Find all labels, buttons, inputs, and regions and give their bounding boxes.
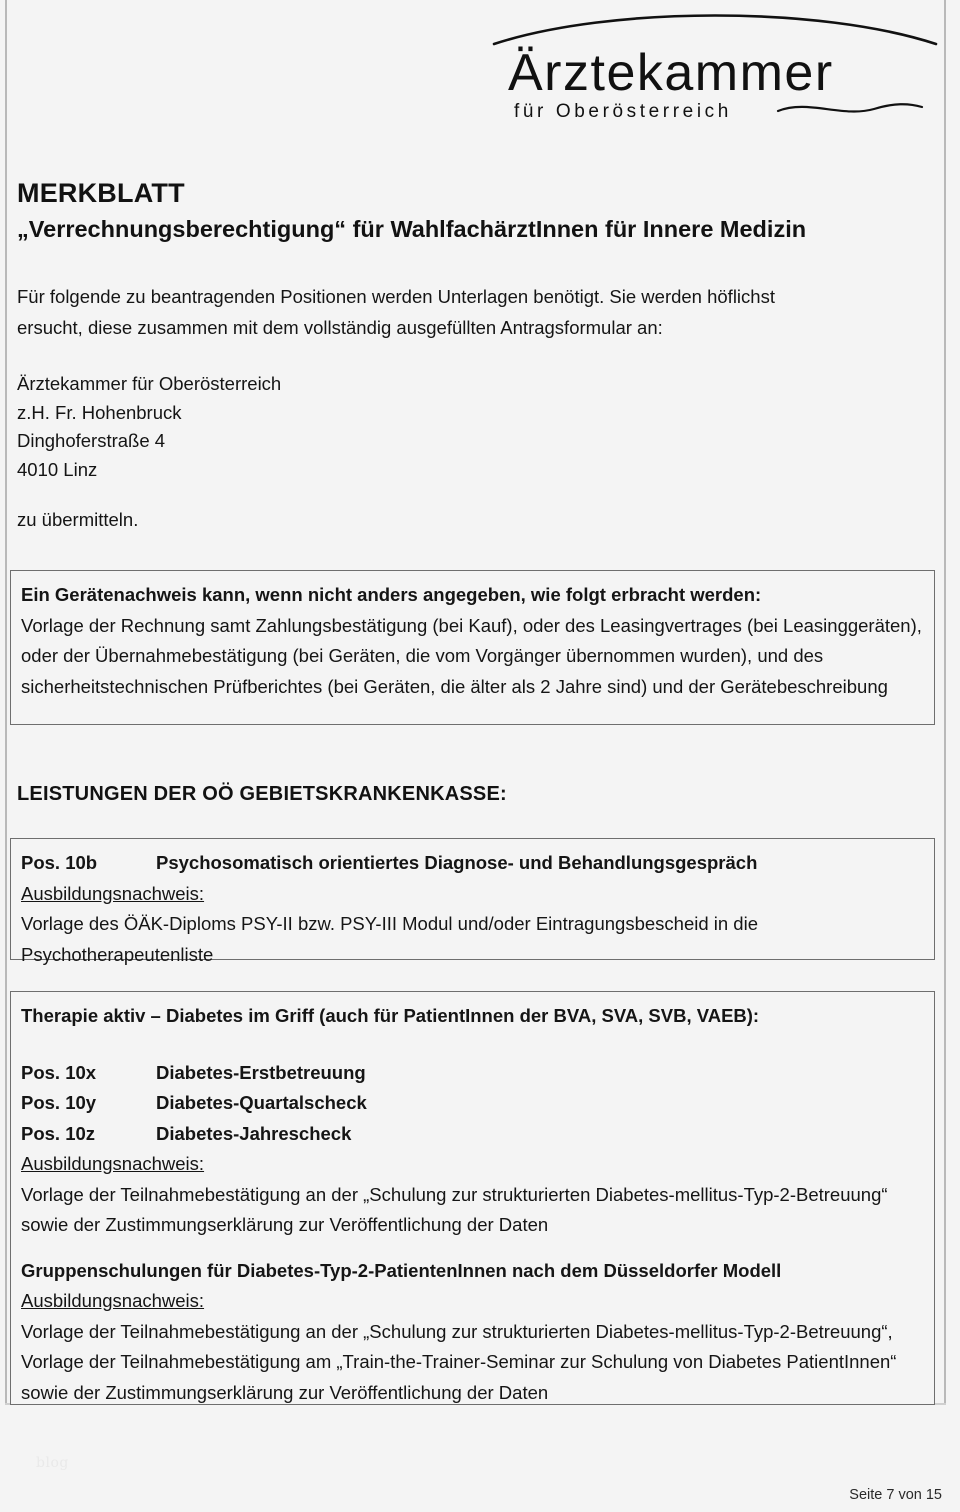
geraetenachweis-body: Vorlage der Rechnung samt Zahlungsbestätigung (bei Kauf), oder des Leasingvertrages (bei Leasinggeräten), oder der Übernahmebestätigung (bei Geräten, die vom Vorgänger übernommen wurden), und des sicherheitstechnischen Prüfberichtes (bei Geräten, die älter als 2 Jahre sind) und der Gerätebeschreibung bbox=[21, 614, 922, 697]
page-frame-left-edge bbox=[5, 0, 7, 1405]
ausbildungsnachweis-body: Vorlage der Teilnahmebestätigung an der „Schulung zur strukturierten Diabetes-mellitus-Typ-2-Betreuung“, Vorlage der Teilnahmebestätigung am „Train-the-Trainer-Seminar zur Schulung von Diabetes PatientInnen“ sowie der Zustimmungserklärung zur Veröffentlichung der Daten bbox=[21, 1320, 897, 1403]
therapie-aktiv-heading: Therapie aktiv – Diabetes im Griff (auch für PatientInnen der BVA, SVA, SVB, VAEB): bbox=[21, 1005, 760, 1026]
pos-code: Pos. 10x bbox=[21, 1061, 97, 1083]
therapie-aktiv-box bbox=[10, 991, 935, 1405]
ausbildungsnachweis-body: Vorlage der Teilnahmebestätigung an der „Schulung zur strukturierten Diabetes-mellitus-Typ-2-Betreuung“ sowie der Zustimmungserklärung zur Veröffentlichung der Daten bbox=[21, 1183, 888, 1235]
watermark-text: blog bbox=[36, 1455, 69, 1471]
transmit-note: zu übermitteln. bbox=[17, 509, 139, 530]
pos-label: Diabetes-Quartalscheck bbox=[156, 1092, 367, 1113]
gruppenschulungen-heading: Gruppenschulungen für Diabetes-Typ-2-PatientenInnen nach dem Düsseldorfer Modell bbox=[21, 1259, 782, 1281]
intro-line-2: ersucht, diese zusammen mit dem vollständig ausgefüllten Antragsformular an: bbox=[17, 317, 663, 338]
pos-row bbox=[21, 1088, 924, 1119]
page-number: Seite 7 von 15 bbox=[849, 1487, 942, 1503]
pos-code: Pos. 10b bbox=[21, 852, 98, 873]
pos-label: Diabetes-Erstbetreuung bbox=[156, 1061, 366, 1083]
svg-text:für Oberösterreich: für Oberösterreich bbox=[514, 101, 732, 122]
ausbildungsnachweis-label: Ausbildungsnachweis: bbox=[21, 882, 205, 904]
page-title: MERKBLATT bbox=[17, 178, 185, 208]
pos-row bbox=[21, 848, 924, 879]
address-line-organisation: Ärztekammer für Oberösterreich bbox=[17, 373, 282, 394]
pos-code: Pos. 10z bbox=[21, 1122, 96, 1144]
recipient-address bbox=[17, 370, 281, 484]
address-line-city: 4010 Linz bbox=[17, 458, 98, 480]
pos-label: Diabetes-Jahrescheck bbox=[156, 1122, 352, 1144]
ausbildungsnachweis-body: Vorlage des ÖÄK-Diploms PSY-II bzw. PSY-III Modul und/oder Eintragungsbescheid in die Psychotherapeutenliste bbox=[21, 913, 758, 965]
ausbildungsnachweis-label: Ausbildungsnachweis: bbox=[21, 1153, 205, 1174]
pos10b-box bbox=[10, 838, 935, 965]
section-title-leistungen: LEISTUNGEN DER OÖ GEBIETSKRANKENKASSE: bbox=[17, 783, 507, 805]
geraetenachweis-heading: Ein Gerätenachweis kann, wenn nicht anders angegeben, wie folgt erbracht werden: bbox=[21, 584, 762, 605]
intro-line-1: Für folgende zu beantragenden Positionen werden Unterlagen benötigt. Sie werden höflichst bbox=[17, 286, 775, 307]
svg-text:Ärztekammer: Ärztekammer bbox=[508, 44, 834, 102]
aerztekammer-logo bbox=[490, 14, 940, 126]
pos-row bbox=[21, 1058, 924, 1089]
pos-code: Pos. 10y bbox=[21, 1092, 97, 1113]
pos-row bbox=[21, 1119, 924, 1150]
intro-paragraph bbox=[17, 281, 920, 343]
geraetenachweis-box bbox=[10, 570, 935, 725]
address-line-attention: z.H. Fr. Hohenbruck bbox=[17, 401, 182, 423]
page-frame-right-edge bbox=[944, 0, 946, 1405]
ausbildungsnachweis-label: Ausbildungsnachweis: bbox=[21, 1290, 205, 1311]
address-line-street: Dinghoferstraße 4 bbox=[17, 430, 166, 451]
document-subtitle: „Verrechnungsberechtigung“ für WahlfachärztInnen für Innere Medizin bbox=[17, 216, 807, 242]
pos-label: Psychosomatisch orientiertes Diagnose- und Behandlungsgespräch bbox=[156, 852, 758, 873]
